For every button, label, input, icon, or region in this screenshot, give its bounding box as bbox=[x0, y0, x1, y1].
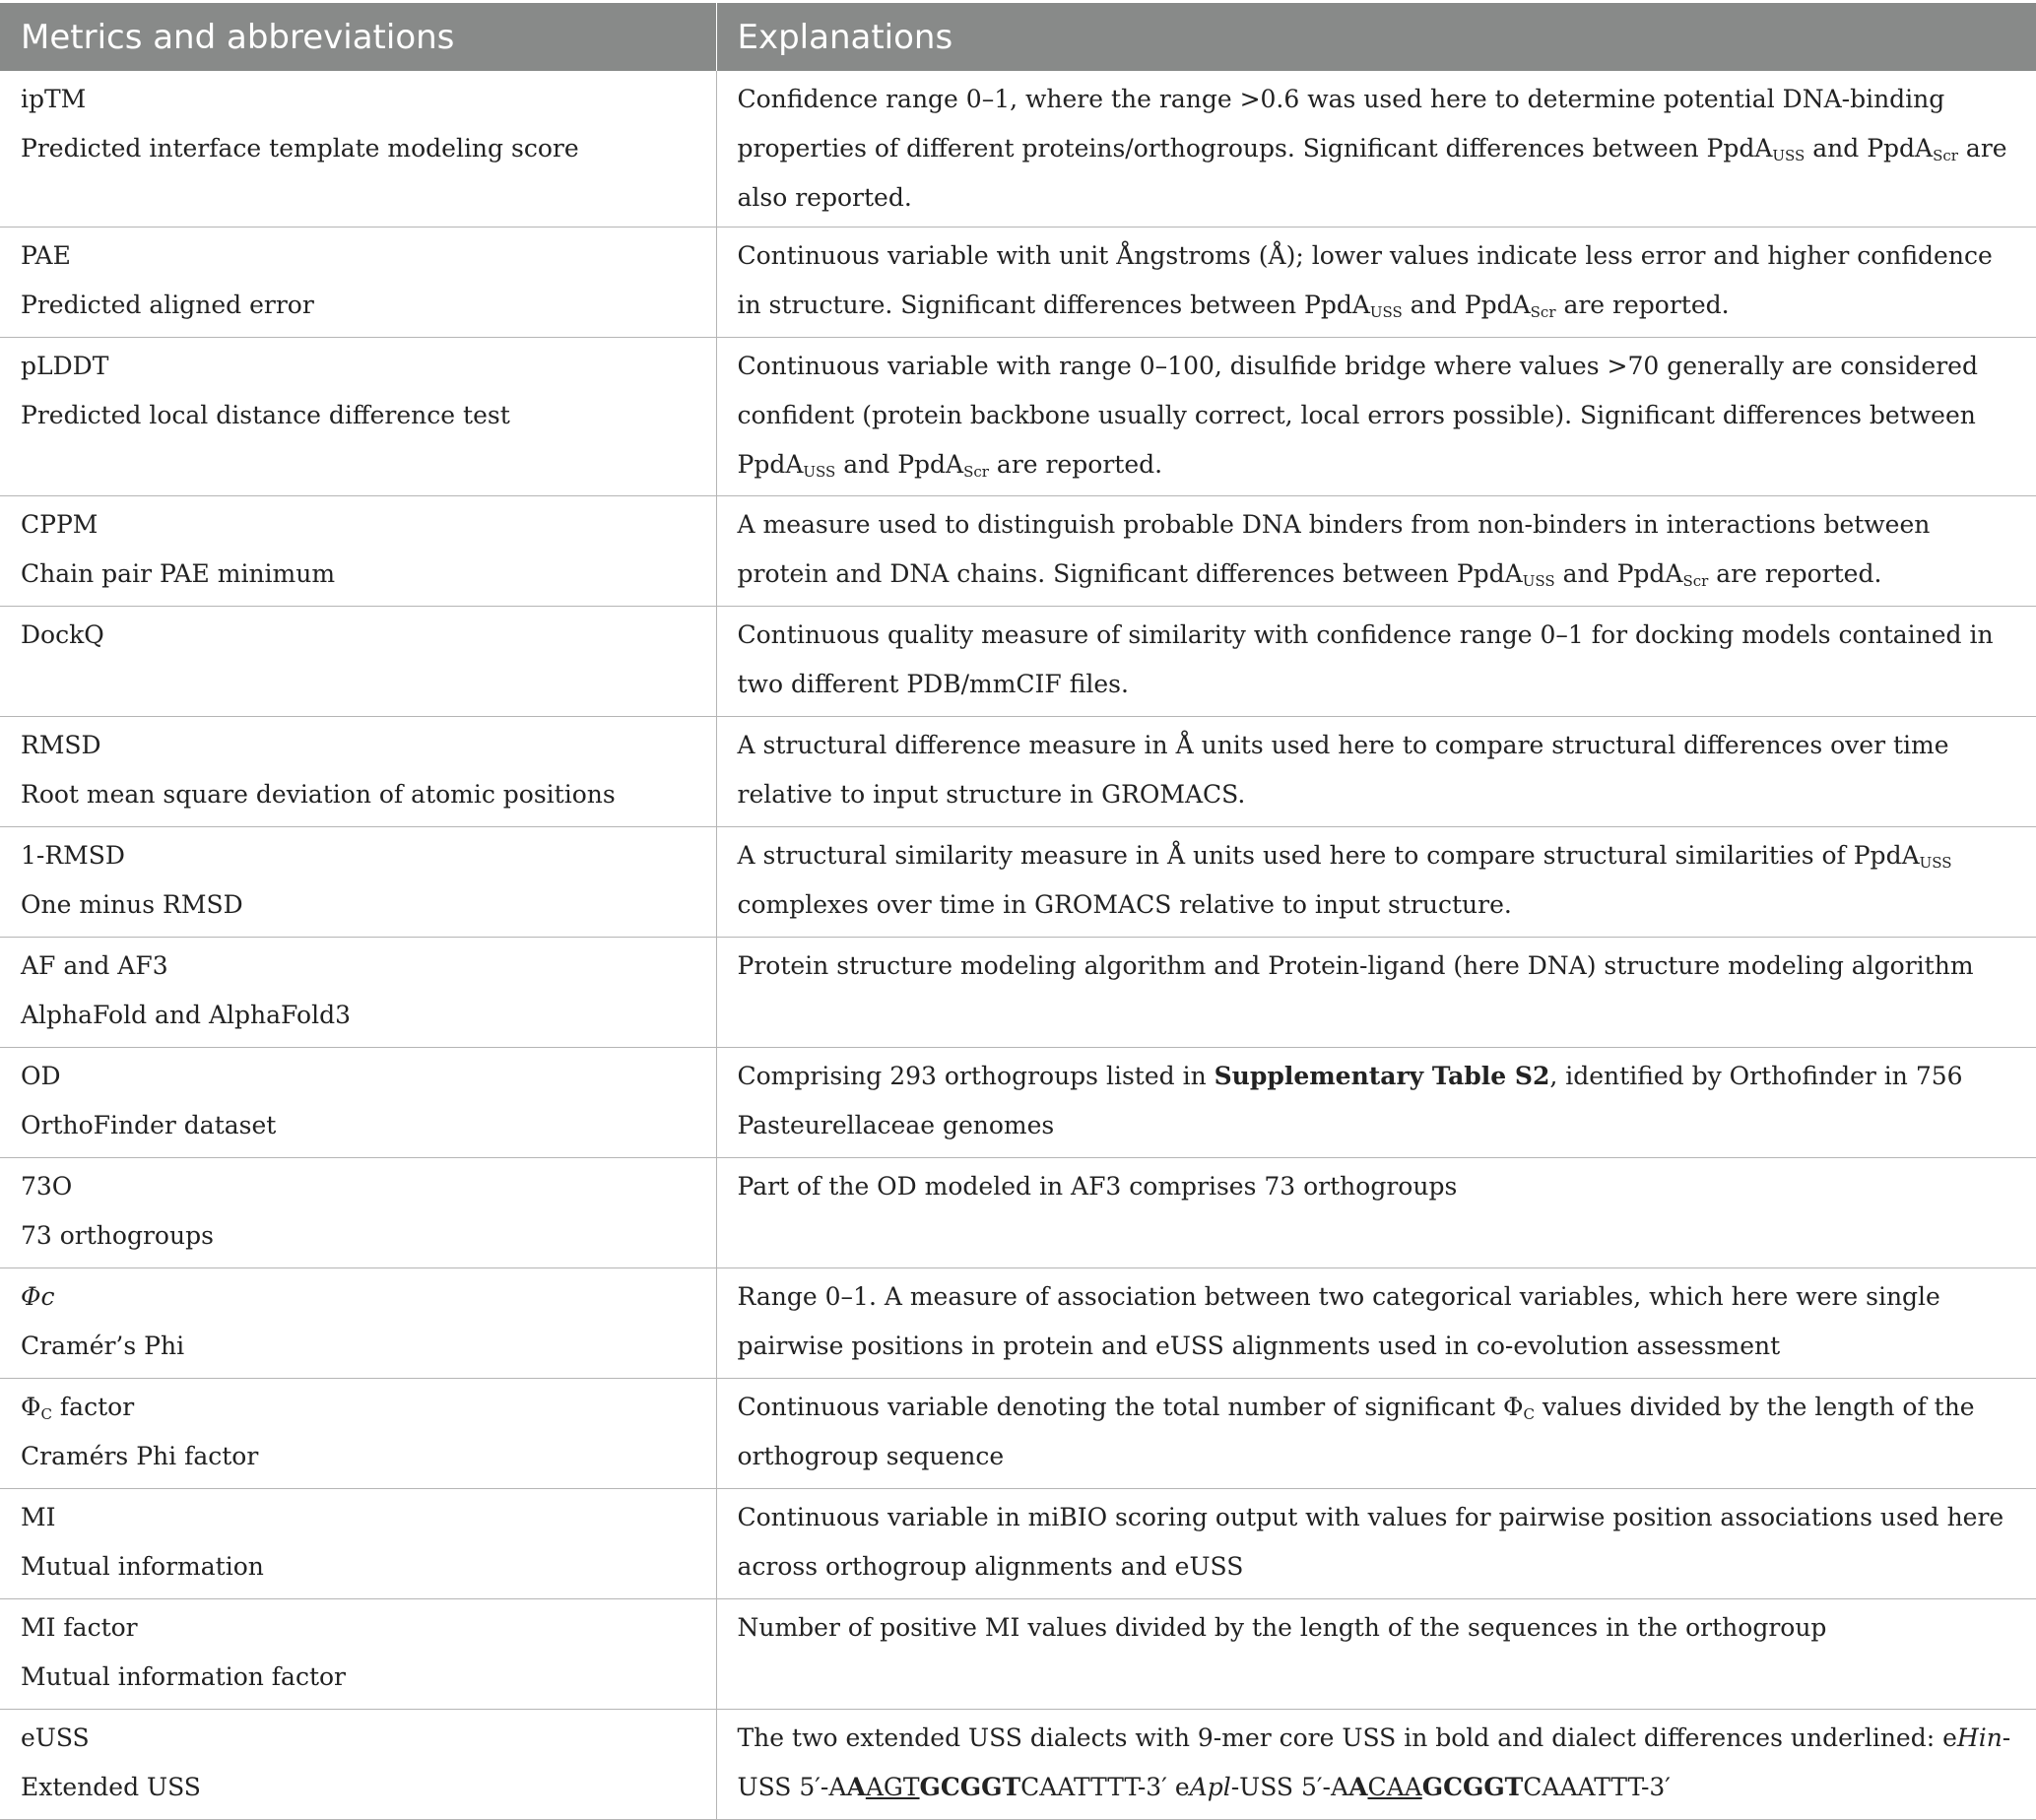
table-row bbox=[0, 1268, 2036, 1379]
header-explanations: Explanations bbox=[716, 3, 2036, 71]
table-row bbox=[0, 338, 2036, 496]
table-row bbox=[0, 1158, 2036, 1268]
explanation-cell: Part of the OD modeled in AF3 comprises 73 orthogroups bbox=[716, 1158, 2036, 1268]
metric-abbr: ipTM bbox=[21, 85, 87, 113]
explanation-cell: Continuous variable in miBIO scoring output with values for pairwise position associations used here across orthogroup alignments and eUSS bbox=[716, 1489, 2036, 1599]
metric-abbr: AF and AF3 bbox=[21, 951, 168, 980]
metric-cell bbox=[0, 1048, 716, 1158]
metric-name: Predicted local distance difference test bbox=[21, 401, 510, 429]
metric-name: One minus RMSD bbox=[21, 890, 243, 919]
metric-name: Cramér’s Phi bbox=[21, 1332, 185, 1360]
metric-abbr: pLDDT bbox=[21, 352, 109, 380]
metric-abbr: Φc bbox=[21, 1282, 55, 1311]
metric-name: Chain pair PAE minimum bbox=[21, 559, 336, 588]
explanation-cell: Confidence range 0–1, where the range >0.6 was used here to determine potential DNA-binding properties of different proteins/orthogroups. Significant differences between PpdA$_{USS}$ and PpdA$_{Scr}$ are also reported. bbox=[716, 71, 2036, 228]
supplementary-table-ref: Supplementary Table S2 bbox=[1214, 1062, 1550, 1090]
metric-abbr: DockQ bbox=[21, 620, 104, 649]
table-header-row bbox=[0, 3, 2036, 71]
metric-abbr: CPPM bbox=[21, 510, 99, 539]
metric-name: Root mean square deviation of atomic positions bbox=[21, 780, 616, 809]
metric-name: Predicted aligned error bbox=[21, 291, 314, 319]
metric-cell bbox=[0, 1599, 716, 1710]
explanation-cell: A measure used to distinguish probable DNA binders from non-binders in interactions between protein and DNA chains. Significant differences between PpdA$_{USS}$ and PpdA$_{Scr}$ are reported. bbox=[716, 496, 2036, 607]
metric-name: Predicted interface template modeling score bbox=[21, 134, 579, 162]
explanation-cell: Protein structure modeling algorithm and Protein-ligand (here DNA) structure modeling algorithm bbox=[716, 938, 2036, 1048]
metric-abbr: PAE bbox=[21, 241, 71, 270]
metric-abbr: $\Phi_C$ factor bbox=[21, 1393, 135, 1423]
metric-name: AlphaFold and AlphaFold3 bbox=[21, 1001, 351, 1029]
explanation-cell: Comprising 293 orthogroups listed in Supplementary Table S2, identified by Orthofinder in 756 Pasteurellaceae genomes bbox=[716, 1048, 2036, 1158]
table-row bbox=[0, 1599, 2036, 1710]
metric-cell bbox=[0, 827, 716, 938]
explanation-cell: The two extended USS dialects with 9-mer core USS in bold and dialect differences underlined: eHin-USS 5′-AAAGTGCGGTCAATTTT-3′ eApl-USS 5′-AACAAGCGGTCAAATTT-3′ bbox=[716, 1710, 2036, 1820]
table-row bbox=[0, 1710, 2036, 1820]
metric-cell bbox=[0, 1489, 716, 1599]
table-row bbox=[0, 71, 2036, 228]
explanation-cell: Continuous variable with unit Ångstroms (Å); lower values indicate less error and higher confidence in structure. Significant differences between PpdA$_{USS}$ and PpdA$_{Scr}$ are reported. bbox=[716, 228, 2036, 338]
metric-cell bbox=[0, 71, 716, 228]
explanation-cell: Continuous variable denoting the total number of significant $\Phi_C$ values divided by the length of the orthogroup sequence bbox=[716, 1379, 2036, 1489]
explanation-cell: Continuous variable with range 0–100, disulfide bridge where values >70 generally are considered confident (protein backbone usually correct, local errors possible). Significant differences between PpdA$_{USS}$ and PpdA$_{Scr}$ are reported. bbox=[716, 338, 2036, 496]
explanation-cell: Continuous quality measure of similarity with confidence range 0–1 for docking models contained in two different PDB/mmCIF files. bbox=[716, 607, 2036, 717]
table-row bbox=[0, 1379, 2036, 1489]
table-row bbox=[0, 228, 2036, 338]
metric-cell bbox=[0, 1710, 716, 1820]
metric-name: Cramérs Phi factor bbox=[21, 1442, 259, 1470]
metric-name: Mutual information bbox=[21, 1552, 264, 1581]
metric-cell bbox=[0, 228, 716, 338]
metric-abbr: MI factor bbox=[21, 1613, 138, 1642]
metric-cell bbox=[0, 496, 716, 607]
table-row bbox=[0, 607, 2036, 717]
metric-abbr: OD bbox=[21, 1062, 61, 1090]
metric-name: Extended USS bbox=[21, 1773, 201, 1801]
metric-cell bbox=[0, 1268, 716, 1379]
metric-abbr: 73O bbox=[21, 1172, 73, 1201]
table-row bbox=[0, 717, 2036, 827]
table-row bbox=[0, 938, 2036, 1048]
table-row bbox=[0, 1489, 2036, 1599]
table-row bbox=[0, 1048, 2036, 1158]
metric-abbr: 1-RMSD bbox=[21, 841, 125, 870]
metric-cell bbox=[0, 717, 716, 827]
metric-abbr: MI bbox=[21, 1503, 56, 1531]
metric-name: 73 orthogroups bbox=[21, 1221, 214, 1250]
explanation-cell: Range 0–1. A measure of association between two categorical variables, which here were single pairwise positions in protein and eUSS alignments used in co-evolution assessment bbox=[716, 1268, 2036, 1379]
metric-name: Mutual information factor bbox=[21, 1662, 347, 1691]
table-row bbox=[0, 496, 2036, 607]
metric-abbr: RMSD bbox=[21, 731, 101, 759]
explanation-cell: A structural similarity measure in Å units used here to compare structural similarities of PpdA$_{USS}$ complexes over time in GROMACS relative to input structure. bbox=[716, 827, 2036, 938]
metric-cell bbox=[0, 338, 716, 496]
metric-cell bbox=[0, 1379, 716, 1489]
metric-cell bbox=[0, 607, 716, 717]
table-row bbox=[0, 827, 2036, 938]
metric-name: OrthoFinder dataset bbox=[21, 1111, 277, 1139]
metric-abbr: eUSS bbox=[21, 1723, 90, 1752]
metric-cell bbox=[0, 1158, 716, 1268]
abbreviations-table bbox=[0, 3, 2036, 1820]
explanation-cell: Number of positive MI values divided by the length of the sequences in the orthogroup bbox=[716, 1599, 2036, 1710]
metric-cell bbox=[0, 938, 716, 1048]
explanation-cell: A structural difference measure in Å units used here to compare structural differences over time relative to input structure in GROMACS. bbox=[716, 717, 2036, 827]
header-metrics: Metrics and abbreviations bbox=[0, 3, 716, 71]
